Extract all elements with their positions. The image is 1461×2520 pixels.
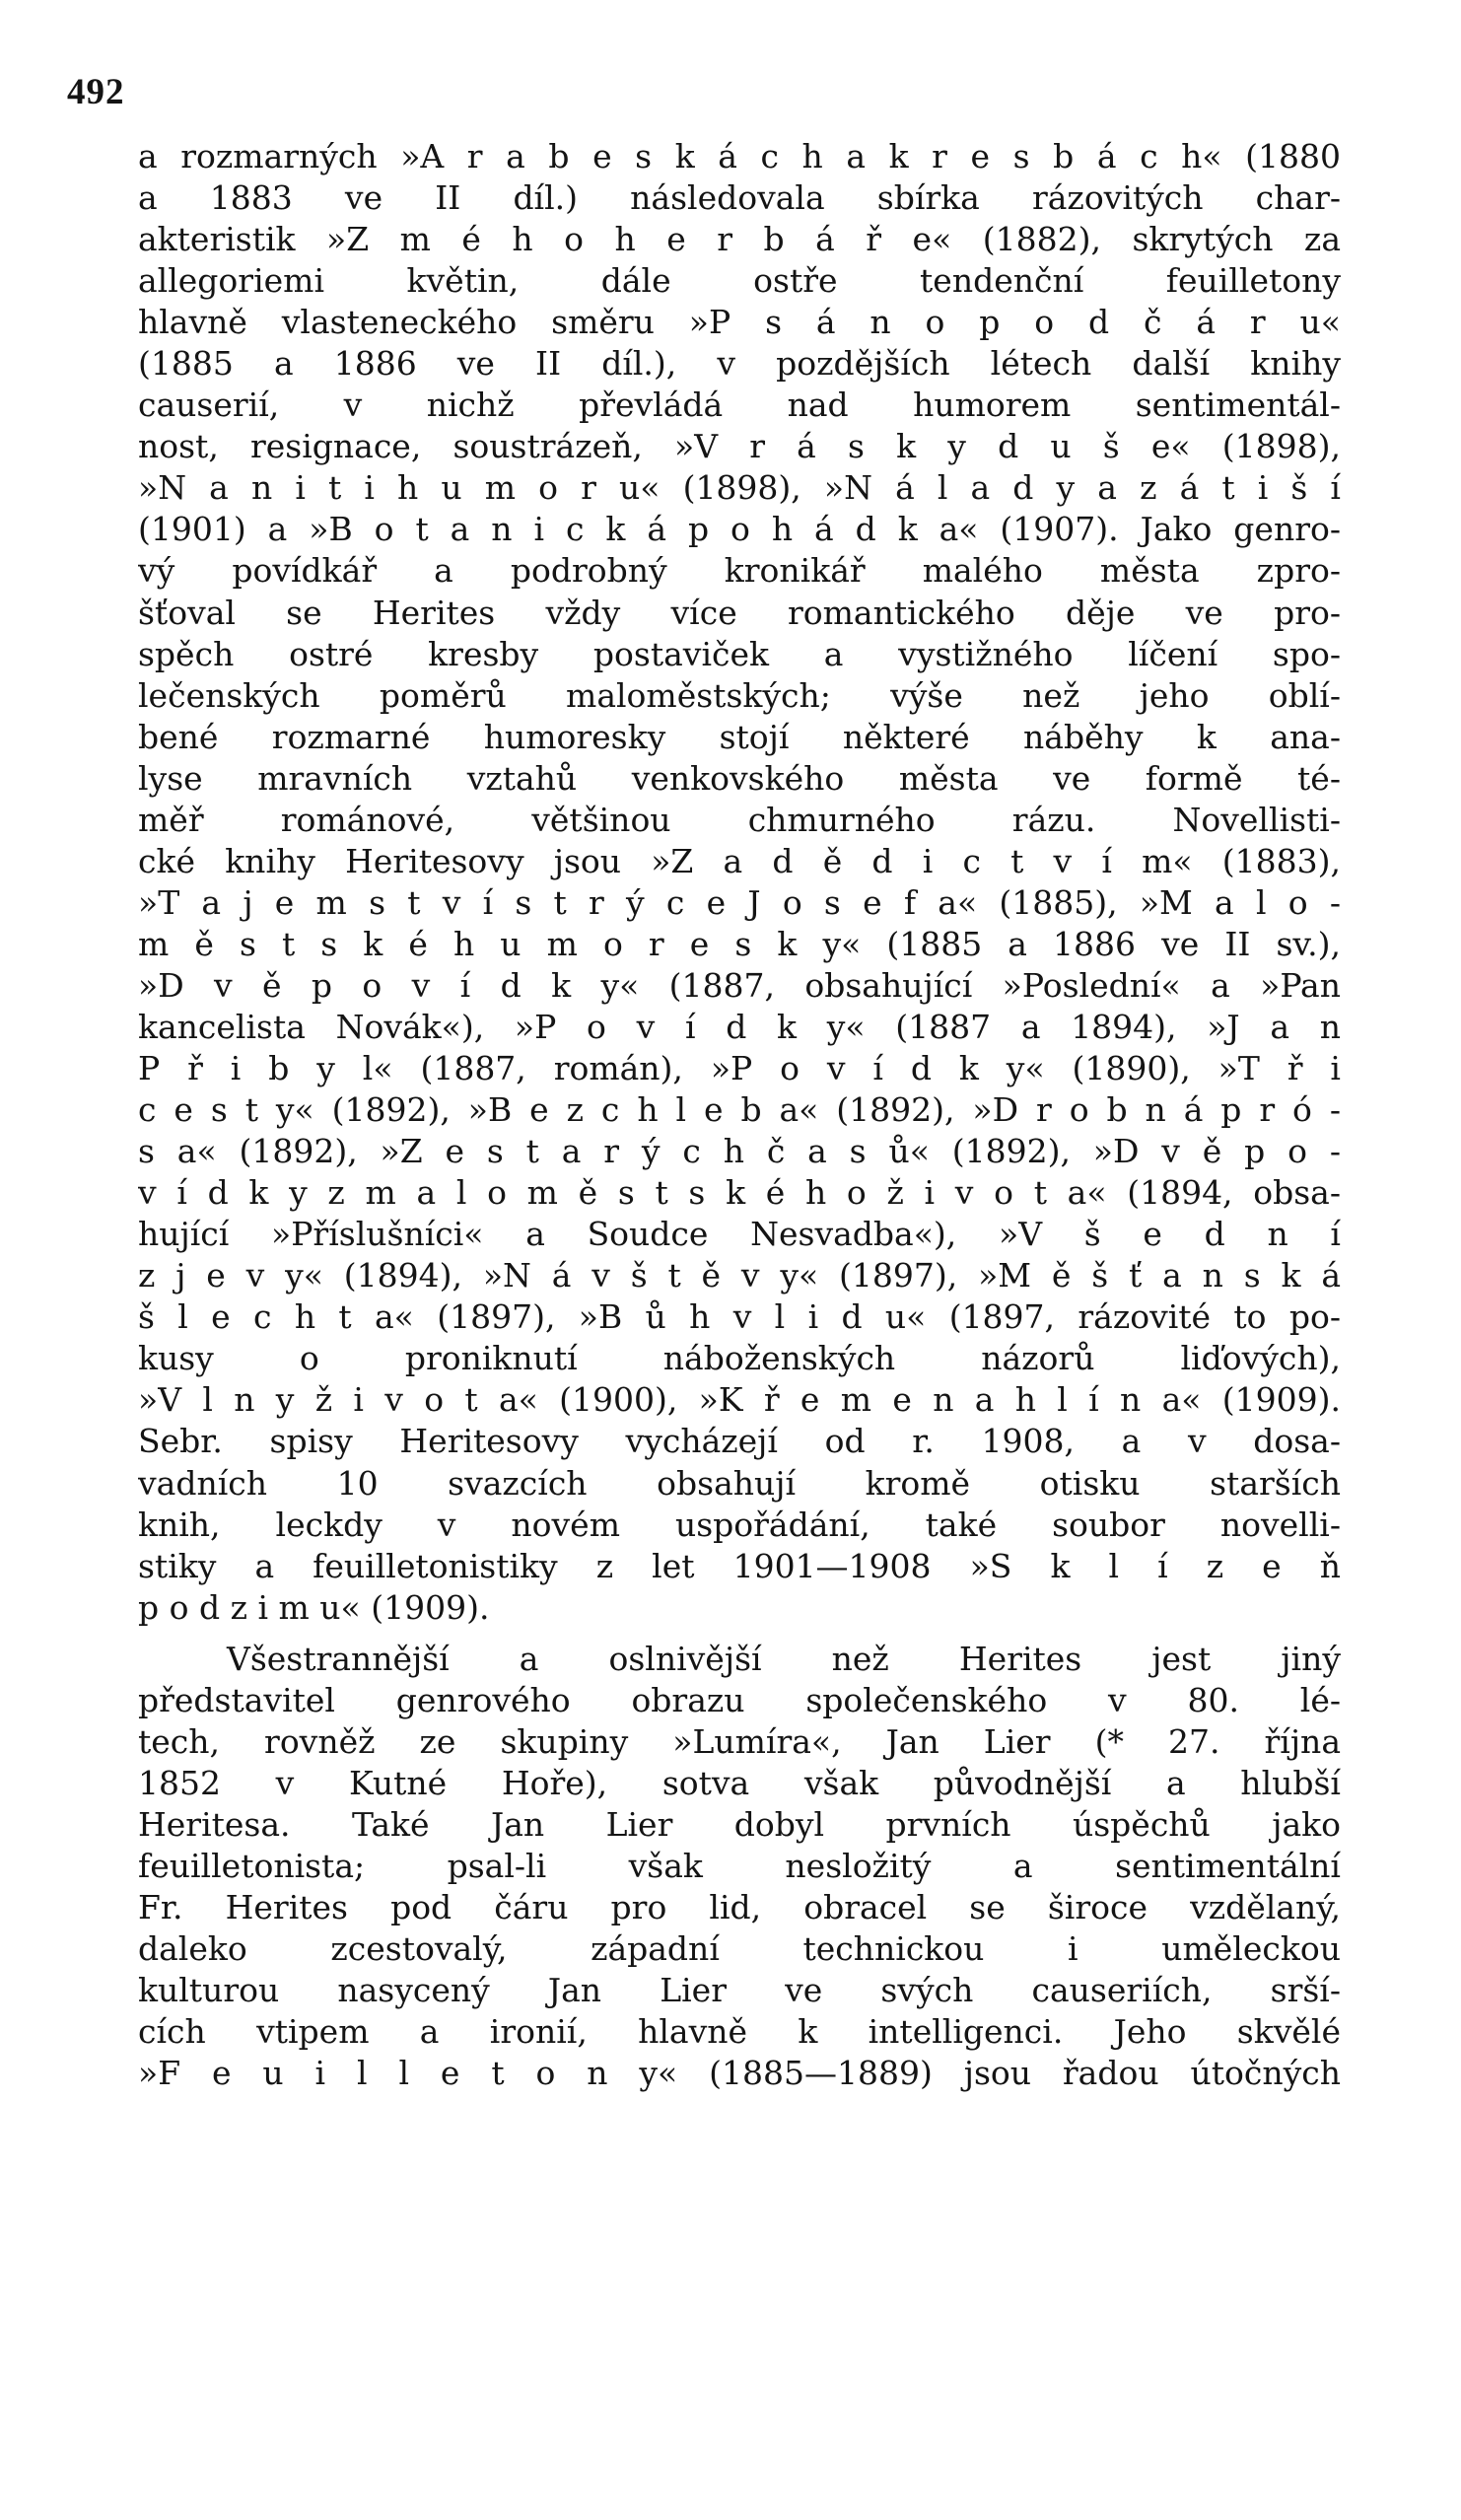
text-line: m ě s t s k é h u m o r e s k y« (1885 a 1886 ve II sv.), <box>138 924 1341 963</box>
paragraph-1 <box>138 136 1341 1629</box>
text-line: Sebr. spisy Heritesovy vycházejí od r. 1908, a v dosa- <box>138 1422 1341 1461</box>
text-line: 1852 v Kutné Hoře), sotva však původnější a hlubší <box>138 1763 1341 1802</box>
text-line: c e s t y« (1892), »B e z c h l e b a« (1892), »D r o b n á p r ó - <box>138 1090 1341 1130</box>
text-line: »V l n y ž i v o t a« (1900), »K ř e m e n a h l í n a« (1909). <box>138 1380 1341 1420</box>
page-number: 492 <box>67 72 125 112</box>
text-line: spěch ostré kresby postaviček a vystižného líčení spo- <box>138 634 1341 673</box>
text-line: hlavně vlasteneckého směru »P s á n o p o d č á r u« <box>138 303 1341 342</box>
text-line: vý povídkář a podrobný kronikář malého města zpro- <box>138 551 1341 591</box>
text-line: představitel genrového obrazu společenského v 80. lé- <box>138 1680 1341 1719</box>
text-line: měř románové, většinou chmurného rázu. Novellisti- <box>138 800 1341 839</box>
text-line: akteristik »Z m é h o h e r b á ř e« (1882), skrytých za <box>138 220 1341 259</box>
main-text <box>138 136 1341 2094</box>
text-line: kancelista Novák«), »P o v í d k y« (1887 a 1894), »J a n <box>138 1007 1341 1046</box>
text-line: allegoriemi květin, dále ostře tendenční feuilletony <box>138 261 1341 301</box>
text-line: »D v ě p o v í d k y« (1887, obsahující »Poslední« a »Pan <box>138 965 1341 1005</box>
text-line: P ř i b y l« (1887, román), »P o v í d k y« (1890), »T ř i <box>138 1049 1341 1088</box>
text-line: kulturou nasycený Jan Lier ve svých causeriích, srší- <box>138 1971 1341 2010</box>
text-line: vadních 10 svazcích obsahují kromě otisku starších <box>138 1463 1341 1503</box>
text-line: lečenských poměrů maloměstských; výše než jeho oblí- <box>138 675 1341 715</box>
text-line: a rozmarných »A r a b e s k á c h a k r e s b á c h« (1880 <box>138 137 1341 175</box>
text-line: knih, leckdy v novém uspořádání, také soubor novelli- <box>138 1505 1341 1544</box>
text-line: s a« (1892), »Z e s t a r ý c h č a s ů« (1892), »D v ě p o - <box>138 1132 1341 1171</box>
text-line: feuilletonista; psal-li však nesložitý a sentimentální <box>138 1846 1341 1885</box>
text-line: causerií, v nichž převládá nad humorem sentimentál- <box>138 385 1341 425</box>
paragraph-2 <box>138 1639 1341 2095</box>
text-line: a 1883 ve II díl.) následovala sbírka rázovitých char- <box>138 178 1341 218</box>
text-line: nost, resignace, soustrázeň, »V r á s k y d u š e« (1898), <box>138 427 1341 466</box>
text-line: stiky a feuilletonistiky z let 1901—1908 »S k l í z e ň <box>138 1546 1341 1585</box>
text-line: cké knihy Heritesovy jsou »Z a d ě d i c t v í m« (1883), <box>138 841 1341 880</box>
text-line: kusy o proniknutí náboženských názorů liďových), <box>138 1339 1341 1378</box>
text-line: (1885 a 1886 ve II díl.), v pozdějších létech další knihy <box>138 344 1341 384</box>
text-line: Fr. Herites pod čáru pro lid, obracel se široce vzdělaný, <box>138 1887 1341 1926</box>
text-line: »F e u i l l e t o n y« (1885—1889) jsou řadou útočných <box>138 2054 1341 2093</box>
text-line: p o d z i m u« (1909). <box>138 1587 490 1627</box>
text-line: lyse mravních vztahů venkovského města ve formě té- <box>138 758 1341 798</box>
text-line: Heritesa. Také Jan Lier dobyl prvních úspěchů jako <box>138 1804 1341 1844</box>
text-line: bené rozmarné humoresky stojí některé náběhy k ana- <box>138 717 1341 756</box>
text-line: hující »Příslušníci« a Soudce Nesvadba«), »V š e d n í <box>138 1215 1341 1254</box>
text-line: daleko zcestovalý, západní technickou i uměleckou <box>138 1929 1341 1969</box>
text-line: tech, rovněž ze skupiny »Lumíra«, Jan Lier (* 27. října <box>138 1721 1341 1761</box>
text-line: cích vtipem a ironií, hlavně k intelligenci. Jeho skvělé <box>138 2012 1341 2052</box>
text-line: Všestrannější a oslnivější než Herites jest jiný <box>227 1639 1341 1678</box>
text-line: šťoval se Herites vždy více romantického děje ve pro- <box>138 593 1341 632</box>
text-line: »T a j e m s t v í s t r ý c e J o s e f a« (1885), »M a l o - <box>138 882 1341 922</box>
text-line: z j e v y« (1894), »N á v š t ě v y« (1897), »M ě š ť a n s k á <box>138 1256 1341 1295</box>
text-line: (1901) a »B o t a n i c k á p o h á d k a« (1907). Jako genro- <box>138 510 1341 549</box>
text-line: š l e c h t a« (1897), »B ů h v l i d u« (1897, rázovité to po- <box>138 1297 1341 1337</box>
text-line: v í d k y z m a l o m ě s t s k é h o ž i v o t a« (1894, obsa- <box>138 1173 1341 1213</box>
text-line: »N a n i t i h u m o r u« (1898), »N á l a d y a z á t i š í <box>138 468 1341 508</box>
